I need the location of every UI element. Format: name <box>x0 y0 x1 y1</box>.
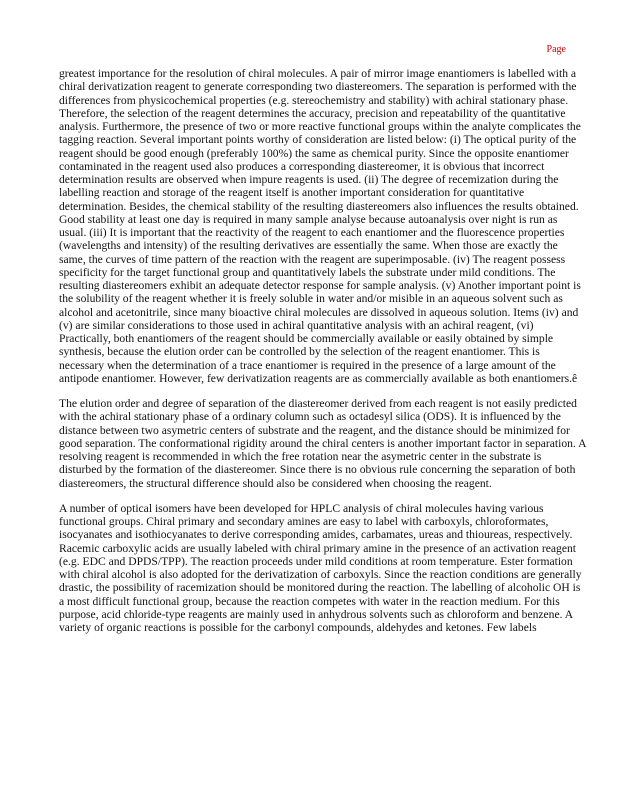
paragraph-elution-order: The elution order and degree of separation of the diastereomer derived from each reagent is not easily predicted with the achiral stationary phase of a ordinary column such as octadesyl silica (ODS). It is influenced by the distance between two asymetric centers of substrate and the reagent, and the distance should be minimized for good separation. The conformational rigidity around the chiral centers is another important factor in separation. A resolving reagent is recommended in which the free rotation near the asymetric center in the substrate is disturbed by the formation of the diastereomer. Since there is no obvious rule concerning the separation of both diastereomers, the structural difference should also be considered when choosing the reagent. <box>59 397 586 490</box>
paragraph-optical-isomers: A number of optical isomers have been developed for HPLC analysis of chiral molecules having various functional groups. Chiral primary and secondary amines are easy to label with carboxyls, chloroformates, isocyanates and isothiocyanates to derive corresponding amides, carbamates, ureas and thioureas, respectively. Racemic carboxylic acids are usually labeled with chiral primary amine in the presence of an activation reagent (e.g. EDC and DPDS/TPP). The reaction proceeds under mild conditions at room temperature. Ester formation with chiral alcohol is also adopted for the derivatization of carboxyls. Since the reaction conditions are generally drastic, the possibility of racemization should be monitored during the reaction. The labelling of alcoholic OH is a most difficult functional group, because the reaction competes with water in the reaction medium. For this purpose, acid chloride-type reagents are mainly used in anhydrous solvents such as chloroform and benzene. A variety of organic reactions is possible for the carbonyl compounds, aldehydes and ketones. Few labels <box>59 501 582 634</box>
page-header-label: Page <box>546 44 566 55</box>
body-text <box>59 67 586 646</box>
paragraph-reagent-requirements: greatest importance for the resolution of chiral molecules. A pair of mirror image enantiomers is labelled with a chiral derivatization reagent to generate corresponding two diastereomers. The separation is performed with the differences from physicochemical properties (e.g. stereochemistry and stability) with achiral stationary phase. Therefore, the selection of the reagent determines the accuracy, precision and repeatability of the quantitative analysis. Furthermore, the presence of two or more reactive functional groups within the analyte complicates the tagging reaction. Several important points worthy of consideration are listed below: (i) The optical purity of the reagent should be good enough (preferably 100%) the same as chemical purity. Since the opposite enantiomer contaminated in the reagent used also produces a corresponding diastereomer, it is obvious that incorrect determination results are observed when impure reagents is used. (ii) The degree of recemization during the labelling reaction and storage of the reagent itself is another important consideration for quantitative determination. Besides, the chemical stability of the resulting diastereomers also influences the results obtained. Good stability at least one day is required in many sample analyse because autoanalysis over night is run as usual. (iii) It is important that the reactivity of the reagent to each enantiomer and the fluorescence properties (wavelengths and intensity) of the resulting derivatives are essentially the same. When those are exactly the same, the curves of time pattern of the reaction with the reagent are superimposable. (iv) The reagent possess specificity for the target functional group and quantitatively labels the substrate under mild conditions. The resulting diastereomers exhibit an adequate detector response for sample analysis. (v) Another important point is the solubility of the reagent whether it is freely soluble in water and/or misible in an aqueous solvent such as alcohol and acetonitrile, since many bioactive chiral molecules are dissolved in aqueous solution. Items (iv) and (v) are similar considerations to those used in achiral quantitative analysis with an achiral reagent, (vi) Practically, both enantiomers of the reagent should be commercially available or easily obtained by simple synthesis, because the elution order can be controlled by the selection of the reagent enantiomer. This is necessary when the determination of a trace enantiomer is required in the presence of a large amount of the antipode enantiomer. However, few derivatization reagents are as commercially available as both enantiomers.ê <box>59 67 581 385</box>
